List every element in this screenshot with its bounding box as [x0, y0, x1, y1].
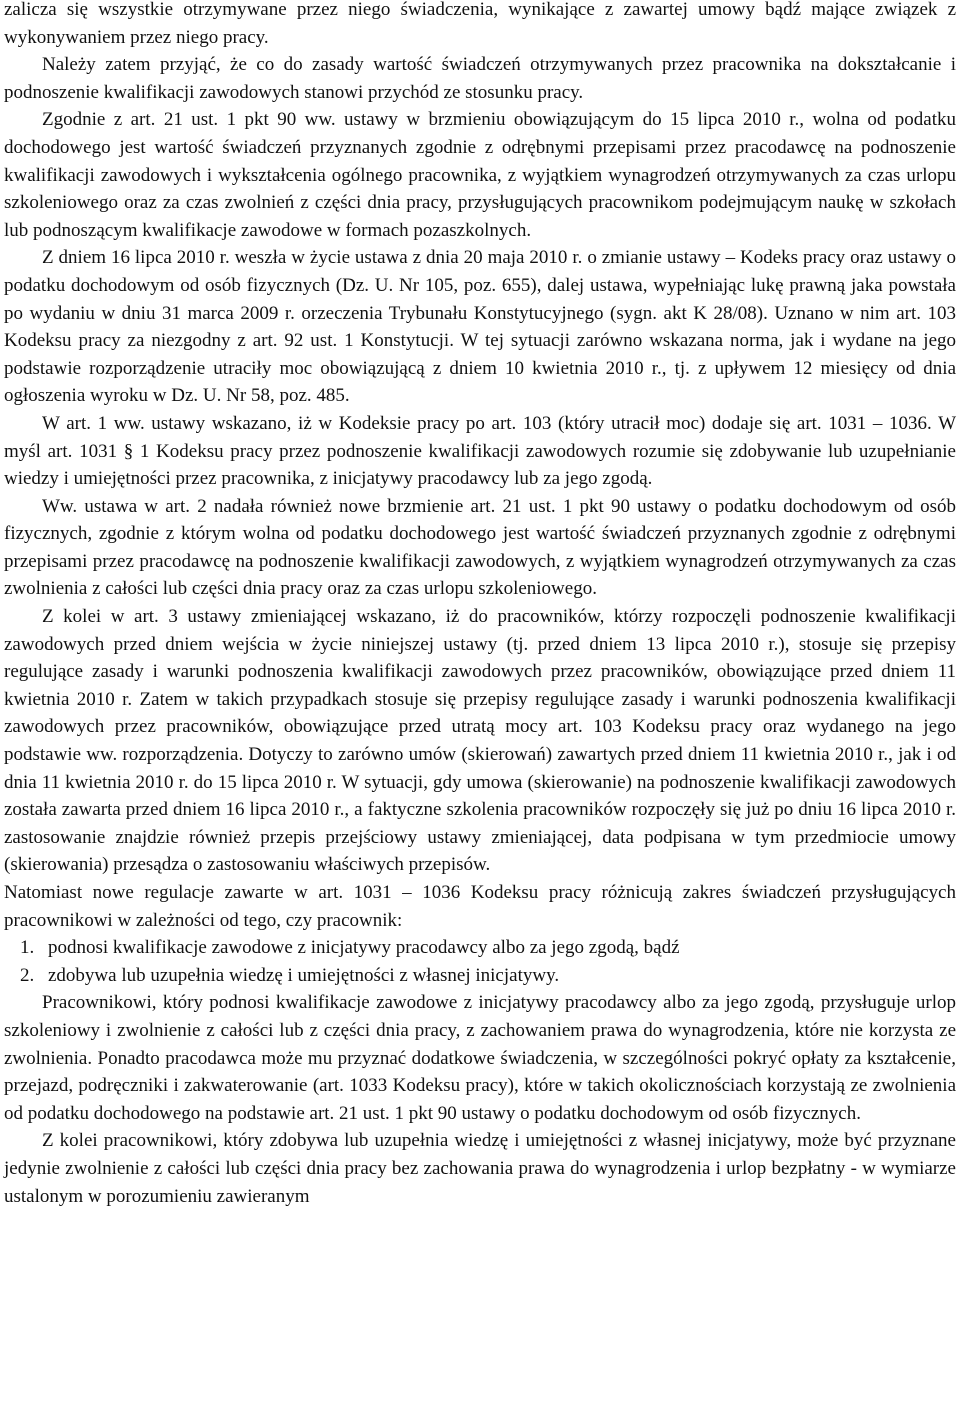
paragraph: Z dniem 16 lipca 2010 r. weszła w życie ustawa z dnia 20 maja 2010 r. o zmianie ustawy – Kodeks pracy oraz ustawy o podatku dochodowym od osób fizycznych (Dz. U. Nr 105, poz. 655), dalej ustawa, wypełniając lukę prawną jaka powstała po wydaniu w dniu 31 marca 2009 r. orzeczenia Trybunału Konstytucyjnego (sygn. akt K 28/08). Uznano w nim art. 103 Kodeksu pracy za niezgodny z art. 92 ust. 1 Konstytucji. W tej sytuacji zarówno wskazana norma, jak i wydane na jego podstawie rozporządzenie utraciły moc obowiązującą z dniem 10 kwietnia 2010 r., tj. z upływem 12 miesięcy od dnia ogłoszenia wyroku w Dz. U. Nr 58, poz. 485.	[4, 247, 956, 407]
paragraph: Natomiast nowe regulacje zawarte w art. 1031 – 1036 Kodeksu pracy różnicują zakres świadczeń przysługujących pracownikowi w zależności od tego, czy pracownik:	[4, 882, 956, 931]
paragraph: Pracownikowi, który podnosi kwalifikacje zawodowe z inicjatywy pracodawcy albo za jego zgodą, przysługuje urlop szkoleniowy i zwolnienie z całości lub z części dnia pracy, z zachowaniem prawa do wynagrodzenia, które nie korzysta ze zwolnienia. Ponadto pracodawca może mu przyznać dodatkowe świadczenia, w szczególności pokryć opłaty za kształcenie, przejazd, podręczniki i zakwaterowanie (art. 1033 Kodeksu pracy), które w takich okolicznościach korzystają ze zwolnienia od podatku dochodowego na podstawie art. 21 ust. 1 pkt 90 ustawy o podatku dochodowym od osób fizycznych.	[4, 992, 956, 1124]
paragraph: Z kolei w art. 3 ustawy zmieniającej wskazano, iż do pracowników, którzy rozpoczęli podnoszenie kwalifikacji zawodowych przed dniem wejścia w życie niniejszej ustawy (tj. przed dniem 13 lipca 2010 r.), stosuje się przepisy regulujące zasady i warunki podnoszenia kwalifikacji zawodowych przez pracowników, obowiązujące przed dniem 11 kwietnia 2010 r. Zatem w takich przypadkach stosuje się przepisy regulujące zasady i warunki podnoszenia kwalifikacji zawodowych przez pracowników, obowiązujące przed utratą mocy art. 103 Kodeksu pracy oraz wydanego na jego podstawie ww. rozporządzenia. Dotyczy to zarówno umów (skierowań) zawartych przed dniem 11 kwietnia 2010 r., jak i od dnia 11 kwietnia 2010 r. do 15 lipca 2010 r. W sytuacji, gdy umowa (skierowanie) na podnoszenie kwalifikacji zawodowych została zawarta przed dniem 16 lipca 2010 r., a faktyczne szkolenia pracowników rozpoczęły się już po dniu 16 lipca 2010 r. zastosowanie znajdzie również przepis przejściowy ustawy zmieniającej, data podpisana w tym przedmiocie umowy (skierowania) przesądza o zastosowaniu właściwych przepisów.	[4, 606, 956, 876]
paragraph: W art. 1 ww. ustawy wskazano, iż w Kodeksie pracy po art. 103 (który utracił moc) dodaje się art. 1031 – 1036. W myśl art. 1031 § 1 Kodeksu pracy przez podnoszenie kwalifikacji zawodowych rozumie się zdobywanie lub uzupełnianie wiedzy i umiejętności przez pracownika, z inicjatywy pracodawcy lub za jego zgodą.	[4, 412, 956, 490]
paragraph: zalicza się wszystkie otrzymywane przez niego świadczenia, wynikające z zawartej umowy bądź mające związek z wykonywaniem przez niego pracy.	[4, 0, 956, 48]
list-item-number: 1.	[20, 937, 35, 959]
paragraph: Zgodnie z art. 21 ust. 1 pkt 90 ww. ustawy w brzmieniu obowiązującym do 15 lipca 2010 r., wolna od podatku dochodowego jest wartość świadczeń przyznanych zgodnie z odrębnymi przepisami przez pracodawcę na podnoszenie kwalifikacji zawodowych i wykształcenia ogólnego pracownika, z wyjątkiem wynagrodzeń otrzymywanych za czas urlopu szkoleniowego oraz za czas zwolnień z części dnia pracy, przysługujących pracownikom podejmującym naukę w szkołach lub podnoszącym kwalifikacje zawodowe w formach pozaszkolnych.	[4, 109, 956, 241]
numbered-list	[4, 934, 956, 989]
paragraph: Ww. ustawa w art. 2 nadała również nowe brzmienie art. 21 ust. 1 pkt 90 ustawy o podatku dochodowym od osób fizycznych, zgodnie z którym wolna od podatku dochodowego jest wartość świadczeń przyznanych zgodnie z odrębnymi przepisami przez pracodawcę na podnoszenie kwalifikacji zawodowych, z wyjątkiem wynagrodzeń otrzymywanych za czas zwolnienia z całości lub części dnia pracy oraz za czas urlopu szkoleniowego.	[4, 495, 956, 600]
paragraph: Należy zatem przyjąć, że co do zasady wartość świadczeń otrzymywanych przez pracownika na dokształcanie i podnoszenie kwalifikacji zawodowych stanowi przychód ze stosunku pracy.	[4, 54, 956, 103]
paragraph: Z kolei pracownikowi, który zdobywa lub uzupełnia wiedzę i umiejętności z własnej inicjatywy, może być przyznane jedynie zwolnienie z całości lub części dnia pracy bez zachowania prawa do wynagrodzenia i urlop bezpłatny - w wymiarze ustalonym w porozumieniu zawieranym	[4, 1130, 956, 1207]
list-item	[4, 962, 956, 990]
list-item-number: 2.	[20, 964, 35, 986]
list-item	[4, 934, 956, 962]
list-item-text: zdobywa lub uzupełnia wiedzę i umiejętności z własnej inicjatywy.	[48, 964, 560, 986]
list-item-text: podnosi kwalifikacje zawodowe z inicjatywy pracodawcy albo za jego zgodą, bądź	[48, 937, 680, 959]
